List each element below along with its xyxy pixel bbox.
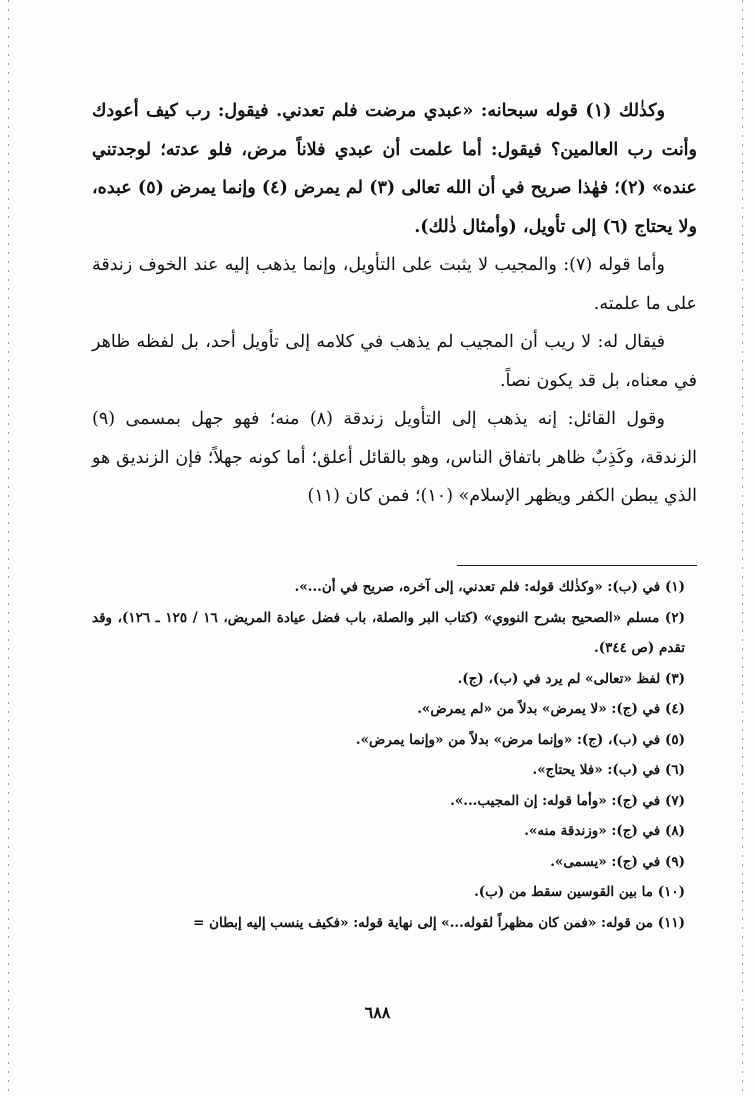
paragraph-1: وكذٰلك (١) قوله سبحانه: «عبدي مرضت فلم تعدني. فيقول: رب كيف أعودك وأنت رب العالمين؟ فيقول: أما علمت أن عبدي فلاناً مرض، فلو عدته؛ لوجدتني عنده» (٢)؛ فهٰذا صريح في أن الله تعالى (٣) لم يمرض (٤) وإنما يمرض (٥) عبده، ولا يحتاج (٦) إلى تأويل، (وأمثال ذٰلك). [92, 101, 697, 237]
paragraph-3: فيقال له: لا ريب أن المجيب لم يذهب في كلامه إلى تأويل أحد، بل لفظه ظاهر في معناه، بل قد يكون نصاً. [92, 332, 697, 391]
footnote-3: (٣) لفظ «تعالى» لم يرد في (ب)، (ج). [457, 670, 685, 687]
main-text [92, 92, 697, 516]
page-number: ٦٨٨ [364, 1003, 391, 1022]
scan-dotted-edge-right [742, 0, 743, 1098]
footnote-separator [457, 565, 697, 566]
footnote-7: (٧) في (ج): «وأما قوله: إن المجيب...». [450, 792, 685, 809]
footnote-11: (١١) من قوله: «فمن كان مظهراً لقوله...» إلى نهاية قوله: «فكيف ينسب إليه إبطان = [193, 914, 685, 931]
footnote-2: (٢) مسلم «الصحيح بشرح النووي» (كتاب البر والصلة، باب فضل عيادة المريض، ١٦ / ١٢٥ ـ ١٢٦)، وقد تقدم (ص ٣٤٤). [92, 609, 685, 656]
footnote-6: (٦) في (ب): «فلا يحتاج». [532, 762, 685, 778]
footnote-4: (٤) في (ج): «لا يمرض» بدلاً من «لم يمرض». [417, 701, 685, 717]
footnote-1: (١) في (ب): «وكذٰلك قوله: فلم تعدني، إلى آخره، صريح في أن...». [294, 579, 685, 595]
paragraph-4: وقول القائل: إنه يذهب إلى التأويل زندقة (٨) منه؛ فهو جهل بمسمى (٩) الزندقة، وكَذِبٌ ظاهر باتفاق الناس، وهو بالقائل أعلق؛ أما كونه جهلاً؛ فإن الزنديق هو الذي يبطن الكفر ويظهر الإسلام» (١٠)؛ فمن كان (١١) [92, 409, 697, 506]
footnote-9: (٩) في (ج): «يسمى». [550, 853, 685, 870]
footnote-8: (٨) في (ج): «وزندقة منه». [524, 823, 685, 839]
footnote-10: (١٠) ما بين القوسين سقط من (ب). [474, 884, 685, 900]
footnote-5: (٥) في (ب)، (ج): «وإنما مرض» بدلاً من «وإنما يمرض». [355, 731, 685, 748]
paragraph-2: وأما قوله (٧): والمجيب لا يثبت على التأويل، وإنما يذهب إليه عند الخوف زندقة على ما علمته. [92, 255, 697, 314]
scan-dotted-edge-left [8, 0, 9, 1098]
footnotes [92, 572, 685, 938]
